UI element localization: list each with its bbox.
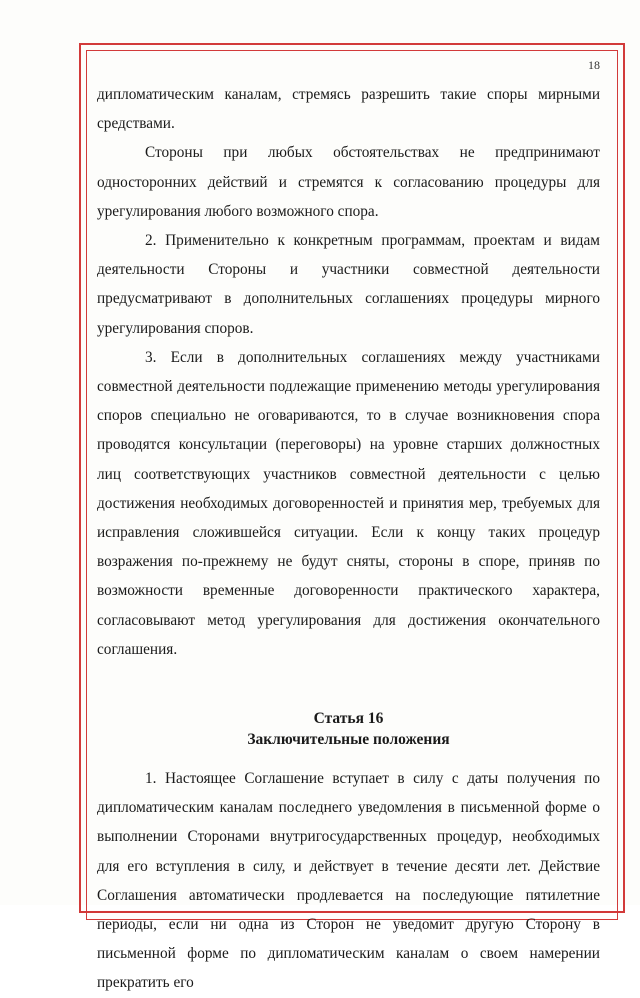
article-number: Статья 16	[313, 710, 384, 728]
section-spacer	[97, 664, 600, 708]
paragraph-continuation: дипломатическим каналам, стремясь разрешить такие споры мирными средствами.	[97, 86, 600, 133]
document-body	[97, 80, 600, 998]
paragraph-item-2: 2. Применительно к конкретным программам, проектам и видам деятельности Стороны и участники совместной деятельности предусматривают в дополнительных соглашениях процедуры мирного урегулирования споров.	[97, 232, 600, 337]
paragraph-article-16-item-1: 1. Настоящее Соглашение вступает в силу с даты получения по дипломатическим каналам последнего уведомления в письменной форме о выполнении Сторонами внутригосударственных процедур, необходимых для его вступления в силу, и действует в течение десяти лет. Действие Соглашения автоматически продлевается на последующие пятилетние периоды, если ни одна из Сторон не уведомит другую Сторону в письменной форме по дипломатическим каналам о своем намерении прекратить его	[97, 770, 600, 992]
article-title: Заключительные положения	[247, 731, 450, 749]
paragraph-item-3: 3. Если в дополнительных соглашениях между участниками совместной деятельности подлежащие применению методы урегулирования споров специально не оговариваются, то в случае возникновения спора проводятся консультации (переговоры) на уровне старших должностных лиц соответствующих участников совместной деятельности с целью достижения необходимых договоренностей и принятия мер, требуемых для исправления сложившейся ситуации. Если к концу таких процедур возражения по-прежнему не будут сняты, стороны в споре, приняв по возможности временные договоренности практического характера, согласовывают метод урегулирования для достижения окончательного соглашения.	[97, 348, 600, 658]
page-number: 18	[588, 58, 600, 72]
paragraph-parties: Стороны при любых обстоятельствах не предпринимают односторонних действий и стремятся к согласованию процедуры для урегулирования любого возможного спора.	[97, 144, 600, 220]
